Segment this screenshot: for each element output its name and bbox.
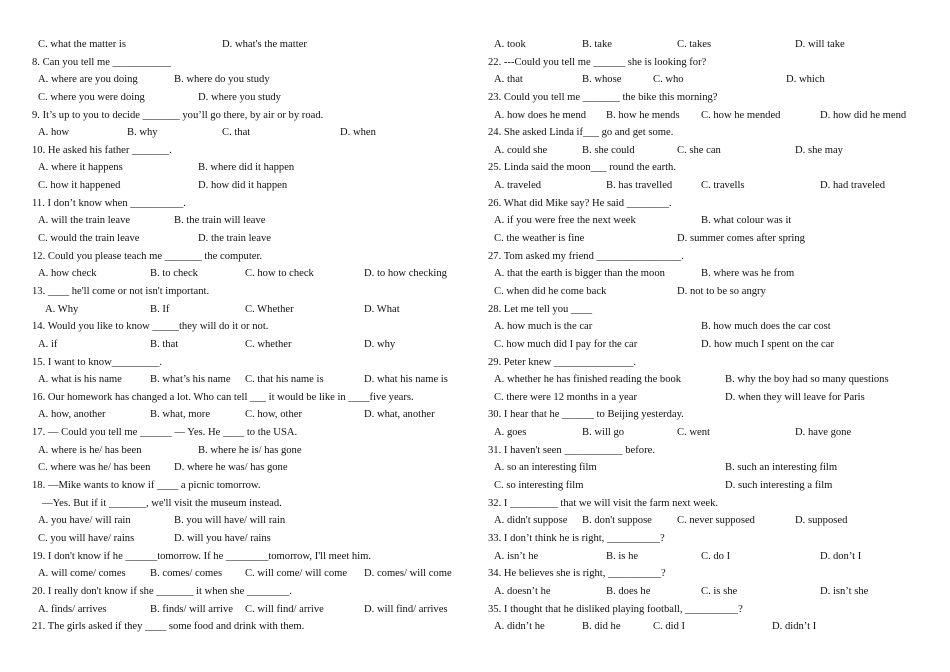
- answer-option: A. if: [38, 338, 58, 350]
- question-line: [32, 318, 472, 336]
- question-text: 12. Could you please teach me _______ the computer.: [32, 250, 263, 262]
- answer-option: C. never supposed: [677, 515, 755, 527]
- options-line: [32, 71, 472, 89]
- question-line: [488, 601, 928, 619]
- answer-option: D. will take: [795, 39, 845, 50]
- question-line: [488, 89, 928, 107]
- answer-option: B. why the boy had so many questions: [725, 374, 889, 386]
- answer-option: D. how much I spent on the car: [701, 338, 834, 350]
- answer-option: A. how much is the car: [494, 321, 593, 333]
- options-line: [488, 512, 928, 530]
- question-line: [488, 565, 928, 583]
- answer-option: B. what, more: [150, 409, 211, 421]
- left-column: [32, 36, 472, 636]
- options-line: [32, 406, 472, 424]
- question-text: 31. I haven't seen ___________ before.: [488, 444, 655, 456]
- options-line: [32, 265, 472, 283]
- options-line: [32, 230, 472, 248]
- options-line: [488, 424, 928, 442]
- options-line: [488, 318, 928, 336]
- question-text: 22. ---Could you tell me ______ she is looking for?: [488, 56, 707, 68]
- answer-option: B. don't suppose: [582, 515, 652, 527]
- question-line: [32, 583, 472, 601]
- answer-option: B. to check: [150, 268, 198, 280]
- answer-option: B. has travelled: [606, 180, 673, 192]
- answer-option: D. what's the matter: [222, 39, 307, 50]
- answer-option: A. where it happens: [38, 162, 123, 174]
- question-text: 35. I thought that he disliked playing football, __________?: [488, 603, 743, 615]
- answer-option: D. why: [364, 338, 396, 350]
- answer-option: D. how did it happen: [198, 180, 288, 192]
- options-line: [488, 142, 928, 160]
- answer-option: B. did he: [582, 621, 621, 633]
- question-text: 9. It’s up to you to decide _______ you’ll go there, by air or by road.: [32, 109, 324, 121]
- answer-option: C. where you were doing: [38, 91, 145, 103]
- question-line: [488, 354, 928, 372]
- question-line: [32, 248, 472, 266]
- answer-option: C. there were 12 months in a year: [494, 391, 637, 403]
- question-line: [32, 477, 472, 495]
- answer-option: D. when they will leave for Paris: [725, 391, 865, 403]
- answer-option: B. finds/ will arrive: [150, 603, 233, 615]
- answer-option: C. when did he come back: [494, 285, 607, 297]
- answer-option: A. that the earth is bigger than the moon: [494, 268, 665, 280]
- question-line: [488, 124, 928, 142]
- options-line: [488, 389, 928, 407]
- answer-option: D. have gone: [795, 427, 852, 439]
- answer-option: D. summer comes after spring: [677, 233, 805, 245]
- options-line: [32, 301, 472, 319]
- options-line: [32, 336, 472, 354]
- options-line: [488, 283, 928, 301]
- question-line: [32, 618, 472, 636]
- answer-option: B. the train will leave: [174, 215, 266, 227]
- answer-option: D. where you study: [198, 91, 281, 103]
- question-text: 27. Tom asked my friend ________________.: [488, 250, 684, 262]
- answer-option: C. did I: [653, 621, 686, 633]
- answer-option: B. comes/ comes: [150, 568, 223, 580]
- options-line: [32, 512, 472, 530]
- question-text: 11. I don’t know when __________.: [32, 197, 186, 209]
- question-line: [488, 159, 928, 177]
- answer-option: C. whether: [245, 338, 292, 350]
- options-line: [32, 36, 472, 54]
- answer-option: C. how he mended: [701, 109, 781, 121]
- options-line: [32, 442, 472, 460]
- options-line: [488, 583, 928, 601]
- answer-option: A. doesn’t he: [494, 585, 551, 597]
- question-text: 21. The girls asked if they ____ some food and drink with them.: [32, 621, 305, 633]
- options-line: [488, 177, 928, 195]
- answer-option: A. traveled: [494, 180, 542, 192]
- options-line: [32, 530, 472, 548]
- options-line: [32, 212, 472, 230]
- question-line: [32, 54, 472, 72]
- answer-option: D. isn’t she: [820, 585, 869, 597]
- answer-option: A. so an interesting film: [494, 462, 597, 474]
- question-text: 20. I really don't know if she _______ it when she ________.: [32, 585, 292, 597]
- answer-option: A. could she: [494, 144, 548, 156]
- question-text: 14. Would you like to know _____they will do it or not.: [32, 321, 269, 333]
- answer-option: C. you will have/ rains: [38, 532, 135, 544]
- answer-option: D. had traveled: [820, 180, 886, 192]
- answer-option: A. how: [38, 127, 70, 139]
- options-line: [488, 459, 928, 477]
- question-text: 34. He believes she is right, __________?: [488, 568, 666, 580]
- answer-option: A. took: [494, 39, 526, 50]
- options-line: [32, 565, 472, 583]
- question-text: 33. I don’t think he is right, __________?: [488, 532, 665, 544]
- answer-option: D. will you have/ rains: [174, 532, 271, 544]
- question-line: [32, 389, 472, 407]
- answer-option: A. how, another: [38, 409, 106, 421]
- answer-option: D. such interesting a film: [725, 480, 833, 492]
- question-text: 18. —Mike wants to know if ____ a picnic tomorrow.: [32, 480, 261, 492]
- answer-option: D. didn’t I: [772, 621, 817, 633]
- answer-option: B. how much does the car cost: [701, 321, 831, 333]
- answer-option: A. finds/ arrives: [38, 603, 107, 615]
- answer-option: C. takes: [677, 39, 712, 50]
- answer-option: D. which: [786, 74, 825, 86]
- answer-option: D. not to be so angry: [677, 285, 766, 297]
- answer-option: B. will go: [582, 427, 625, 439]
- answer-option: A. didn’t he: [494, 621, 545, 633]
- question-line: [32, 107, 472, 125]
- options-line: [488, 212, 928, 230]
- answer-option: C. who: [653, 74, 684, 86]
- answer-option: B. why: [127, 127, 158, 139]
- question-text: 32. I _________ that we will visit the farm next week.: [488, 497, 719, 509]
- options-line: [488, 618, 928, 636]
- answer-option: B. If: [150, 303, 170, 315]
- question-line: [32, 195, 472, 213]
- answer-option: A. where is he/ has been: [38, 444, 142, 456]
- options-line: [488, 230, 928, 248]
- question-line: [488, 301, 928, 319]
- answer-option: A. what is his name: [38, 374, 122, 386]
- options-line: [32, 124, 472, 142]
- answer-option: C. how it happened: [38, 180, 121, 192]
- answer-option: D. what his name is: [364, 374, 448, 386]
- options-line: [32, 159, 472, 177]
- answer-option: D. where he was/ has gone: [174, 462, 288, 474]
- right-column: [488, 36, 928, 636]
- answer-option: B. what colour was it: [701, 215, 792, 227]
- answer-option: B. where he is/ has gone: [198, 444, 302, 456]
- answer-option: C. is she: [701, 585, 738, 597]
- answer-option: C. that: [222, 127, 251, 139]
- answer-option: B. does he: [606, 585, 651, 597]
- answer-option: C. the weather is fine: [494, 233, 585, 245]
- question-text: 17. — Could you tell me ______ — Yes. He ____ to the USA.: [32, 427, 298, 439]
- answer-option: D. how did he mend: [820, 109, 907, 121]
- answer-option: B. you will have/ will rain: [174, 515, 286, 527]
- question-text: 16. Our homework has changed a lot. Who can tell ___ it would be like in ____five years.: [32, 391, 414, 403]
- question-line: [32, 424, 472, 442]
- answer-option: C. so interesting film: [494, 480, 584, 492]
- answer-option: B. she could: [582, 144, 635, 156]
- answer-option: A. didn't suppose: [494, 515, 568, 527]
- options-line: [488, 477, 928, 495]
- answer-option: A. isn’t he: [494, 550, 539, 562]
- question-text: 26. What did Mike say? He said ________.: [488, 197, 672, 209]
- answer-option: D. she may: [795, 144, 843, 156]
- answer-option: C. how, other: [245, 409, 302, 421]
- answer-option: C. will find/ arrive: [245, 603, 324, 615]
- question-text: 28. Let me tell you ____: [488, 303, 593, 315]
- question-text: —Yes. But if it _______, we'll visit the museum instead.: [42, 497, 282, 509]
- answer-option: B. that: [150, 338, 179, 350]
- answer-option: B. where did it happen: [198, 162, 295, 174]
- answer-option: C. went: [677, 427, 710, 439]
- question-text: 8. Can you tell me ___________: [32, 56, 171, 68]
- question-line: [488, 442, 928, 460]
- question-line: [488, 248, 928, 266]
- answer-option: A. will come/ comes: [38, 568, 126, 580]
- answer-option: B. whose: [582, 74, 622, 86]
- answer-option: A. goes: [494, 427, 527, 439]
- question-text: 24. She asked Linda if___ go and get some.: [488, 127, 674, 139]
- answer-option: D. don’t I: [820, 550, 862, 562]
- answer-option: D. will find/ arrives: [364, 603, 448, 615]
- answer-option: C. how much did I pay for the car: [494, 338, 638, 350]
- answer-option: A. how check: [38, 268, 97, 280]
- question-text: 25. Linda said the moon___ round the earth.: [488, 162, 676, 174]
- answer-option: A. you have/ will rain: [38, 515, 131, 527]
- answer-option: A. where are you doing: [38, 74, 138, 86]
- options-line: [488, 71, 928, 89]
- question-text: 15. I want to know_________.: [32, 356, 163, 368]
- answer-option: A. Why: [45, 303, 79, 315]
- answer-option: D. what, another: [364, 409, 435, 421]
- answer-option: D. the train leave: [198, 233, 271, 245]
- question-line: [32, 495, 472, 513]
- answer-option: D. when: [340, 127, 376, 139]
- question-line: [32, 142, 472, 160]
- answer-option: B. where was he from: [701, 268, 795, 280]
- answer-option: C. do I: [701, 550, 731, 562]
- answer-option: B. how he mends: [606, 109, 680, 121]
- answer-option: C. how to check: [245, 268, 314, 280]
- question-line: [488, 406, 928, 424]
- options-line: [488, 265, 928, 283]
- answer-option: D. comes/ will come: [364, 568, 452, 580]
- answer-option: B. is he: [606, 550, 639, 562]
- answer-option: C. Whether: [245, 303, 294, 315]
- options-line: [32, 89, 472, 107]
- question-line: [32, 354, 472, 372]
- question-line: [488, 495, 928, 513]
- answer-option: C. she can: [677, 144, 721, 156]
- answer-option: B. take: [582, 39, 613, 50]
- answer-option: B. what’s his name: [150, 374, 231, 386]
- options-line: [32, 177, 472, 195]
- answer-option: C. will come/ will come: [245, 568, 348, 580]
- answer-option: C. where was he/ has been: [38, 462, 151, 474]
- answer-option: D. supposed: [795, 515, 848, 527]
- answer-option: D. to how checking: [364, 268, 447, 280]
- options-line: [32, 371, 472, 389]
- options-line: [488, 371, 928, 389]
- answer-option: D. What: [364, 303, 400, 315]
- question-line: [488, 54, 928, 72]
- options-line: [488, 36, 928, 54]
- question-text: 30. I hear that he ______ to Beijing yesterday.: [488, 409, 684, 421]
- options-line: [488, 107, 928, 125]
- answer-option: C. travells: [701, 180, 745, 192]
- question-text: 23. Could you tell me _______ the bike this morning?: [488, 91, 718, 103]
- answer-option: A. will the train leave: [38, 215, 131, 227]
- answer-option: A. how does he mend: [494, 109, 587, 121]
- question-line: [488, 530, 928, 548]
- question-line: [488, 195, 928, 213]
- answer-option: C. what the matter is: [38, 39, 126, 50]
- question-text: 19. I don't know if he ______tomorrow. If he ________tomorrow, I'll meet him.: [32, 550, 372, 562]
- options-line: [32, 459, 472, 477]
- answer-option: A. that: [494, 74, 523, 86]
- answer-option: A. if you were free the next week: [494, 215, 636, 227]
- answer-option: A. whether he has finished reading the book: [494, 374, 682, 386]
- answer-option: B. such an interesting film: [725, 462, 838, 474]
- answer-option: C. would the train leave: [38, 233, 140, 245]
- answer-option: B. where do you study: [174, 74, 270, 86]
- question-text: 13. ____ he'll come or not isn't important.: [32, 285, 210, 297]
- question-text: 10. He asked his father _______.: [32, 144, 172, 156]
- options-line: [488, 336, 928, 354]
- options-line: [488, 548, 928, 566]
- question-text: 29. Peter knew _______________.: [488, 356, 637, 368]
- options-line: [32, 601, 472, 619]
- answer-option: C. that his name is: [245, 374, 324, 386]
- question-line: [32, 548, 472, 566]
- question-line: [32, 283, 472, 301]
